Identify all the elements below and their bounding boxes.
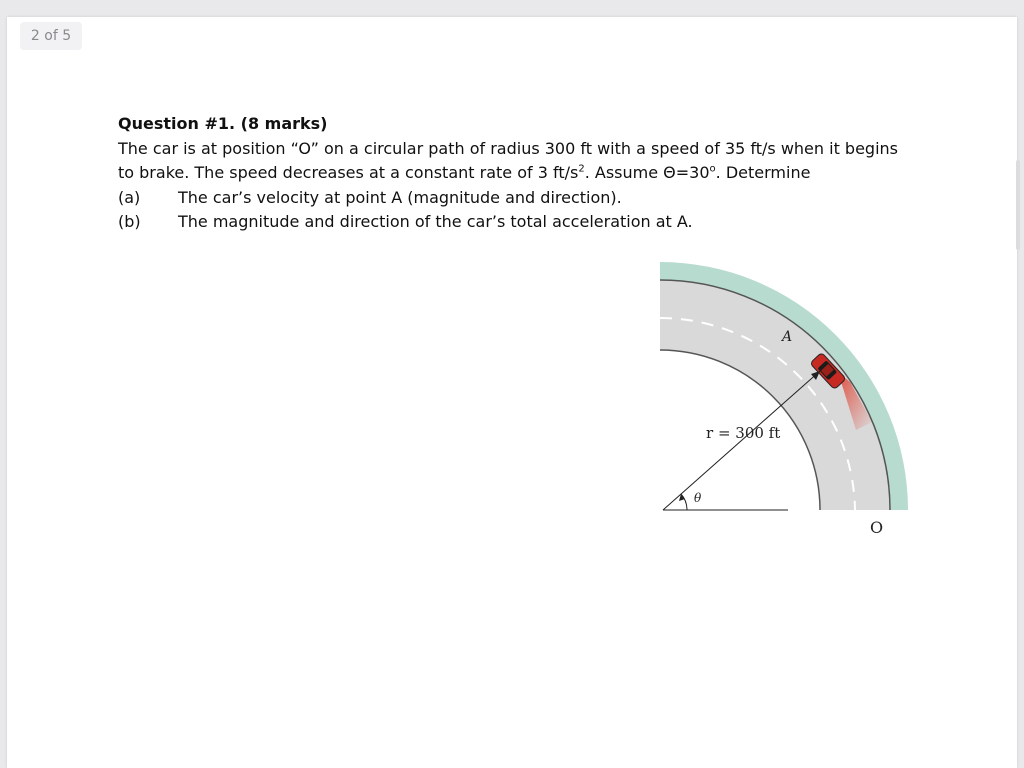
origin-label: O — [870, 518, 884, 537]
part-b-label: (b) — [118, 212, 141, 231]
question-body — [118, 137, 918, 186]
question-sup-2: o — [709, 163, 716, 175]
angle-label: θ — [694, 491, 702, 505]
question-part-b — [118, 210, 918, 235]
point-a-label: A — [782, 329, 793, 345]
question-sup-1: 2 — [578, 163, 585, 175]
question-text-3: . Determine — [715, 163, 811, 182]
question-text-1: The car is at position “O” on a circular path of radius 300 ft with a speed of 35 ft/s when it begins to brake. The speed decreases at a constant rate of 3 ft/s — [118, 138, 898, 182]
part-b-text: The magnitude and direction of the car’s total acceleration at A. — [178, 212, 693, 231]
question-part-a — [118, 186, 918, 211]
scrollbar-thumb[interactable] — [1016, 160, 1020, 250]
part-a-label: (a) — [118, 187, 141, 207]
radius-label: r = 300 ft — [706, 424, 781, 442]
question-title: Question #1. (8 marks) — [118, 114, 328, 133]
circular-path-figure — [660, 260, 910, 540]
page-indicator: 2 of 5 — [20, 22, 82, 50]
part-a-text: The car’s velocity at point A (magnitude and direction). — [178, 187, 622, 207]
question-text-2: . Assume Θ=30 — [584, 163, 710, 182]
question-block — [118, 112, 918, 235]
